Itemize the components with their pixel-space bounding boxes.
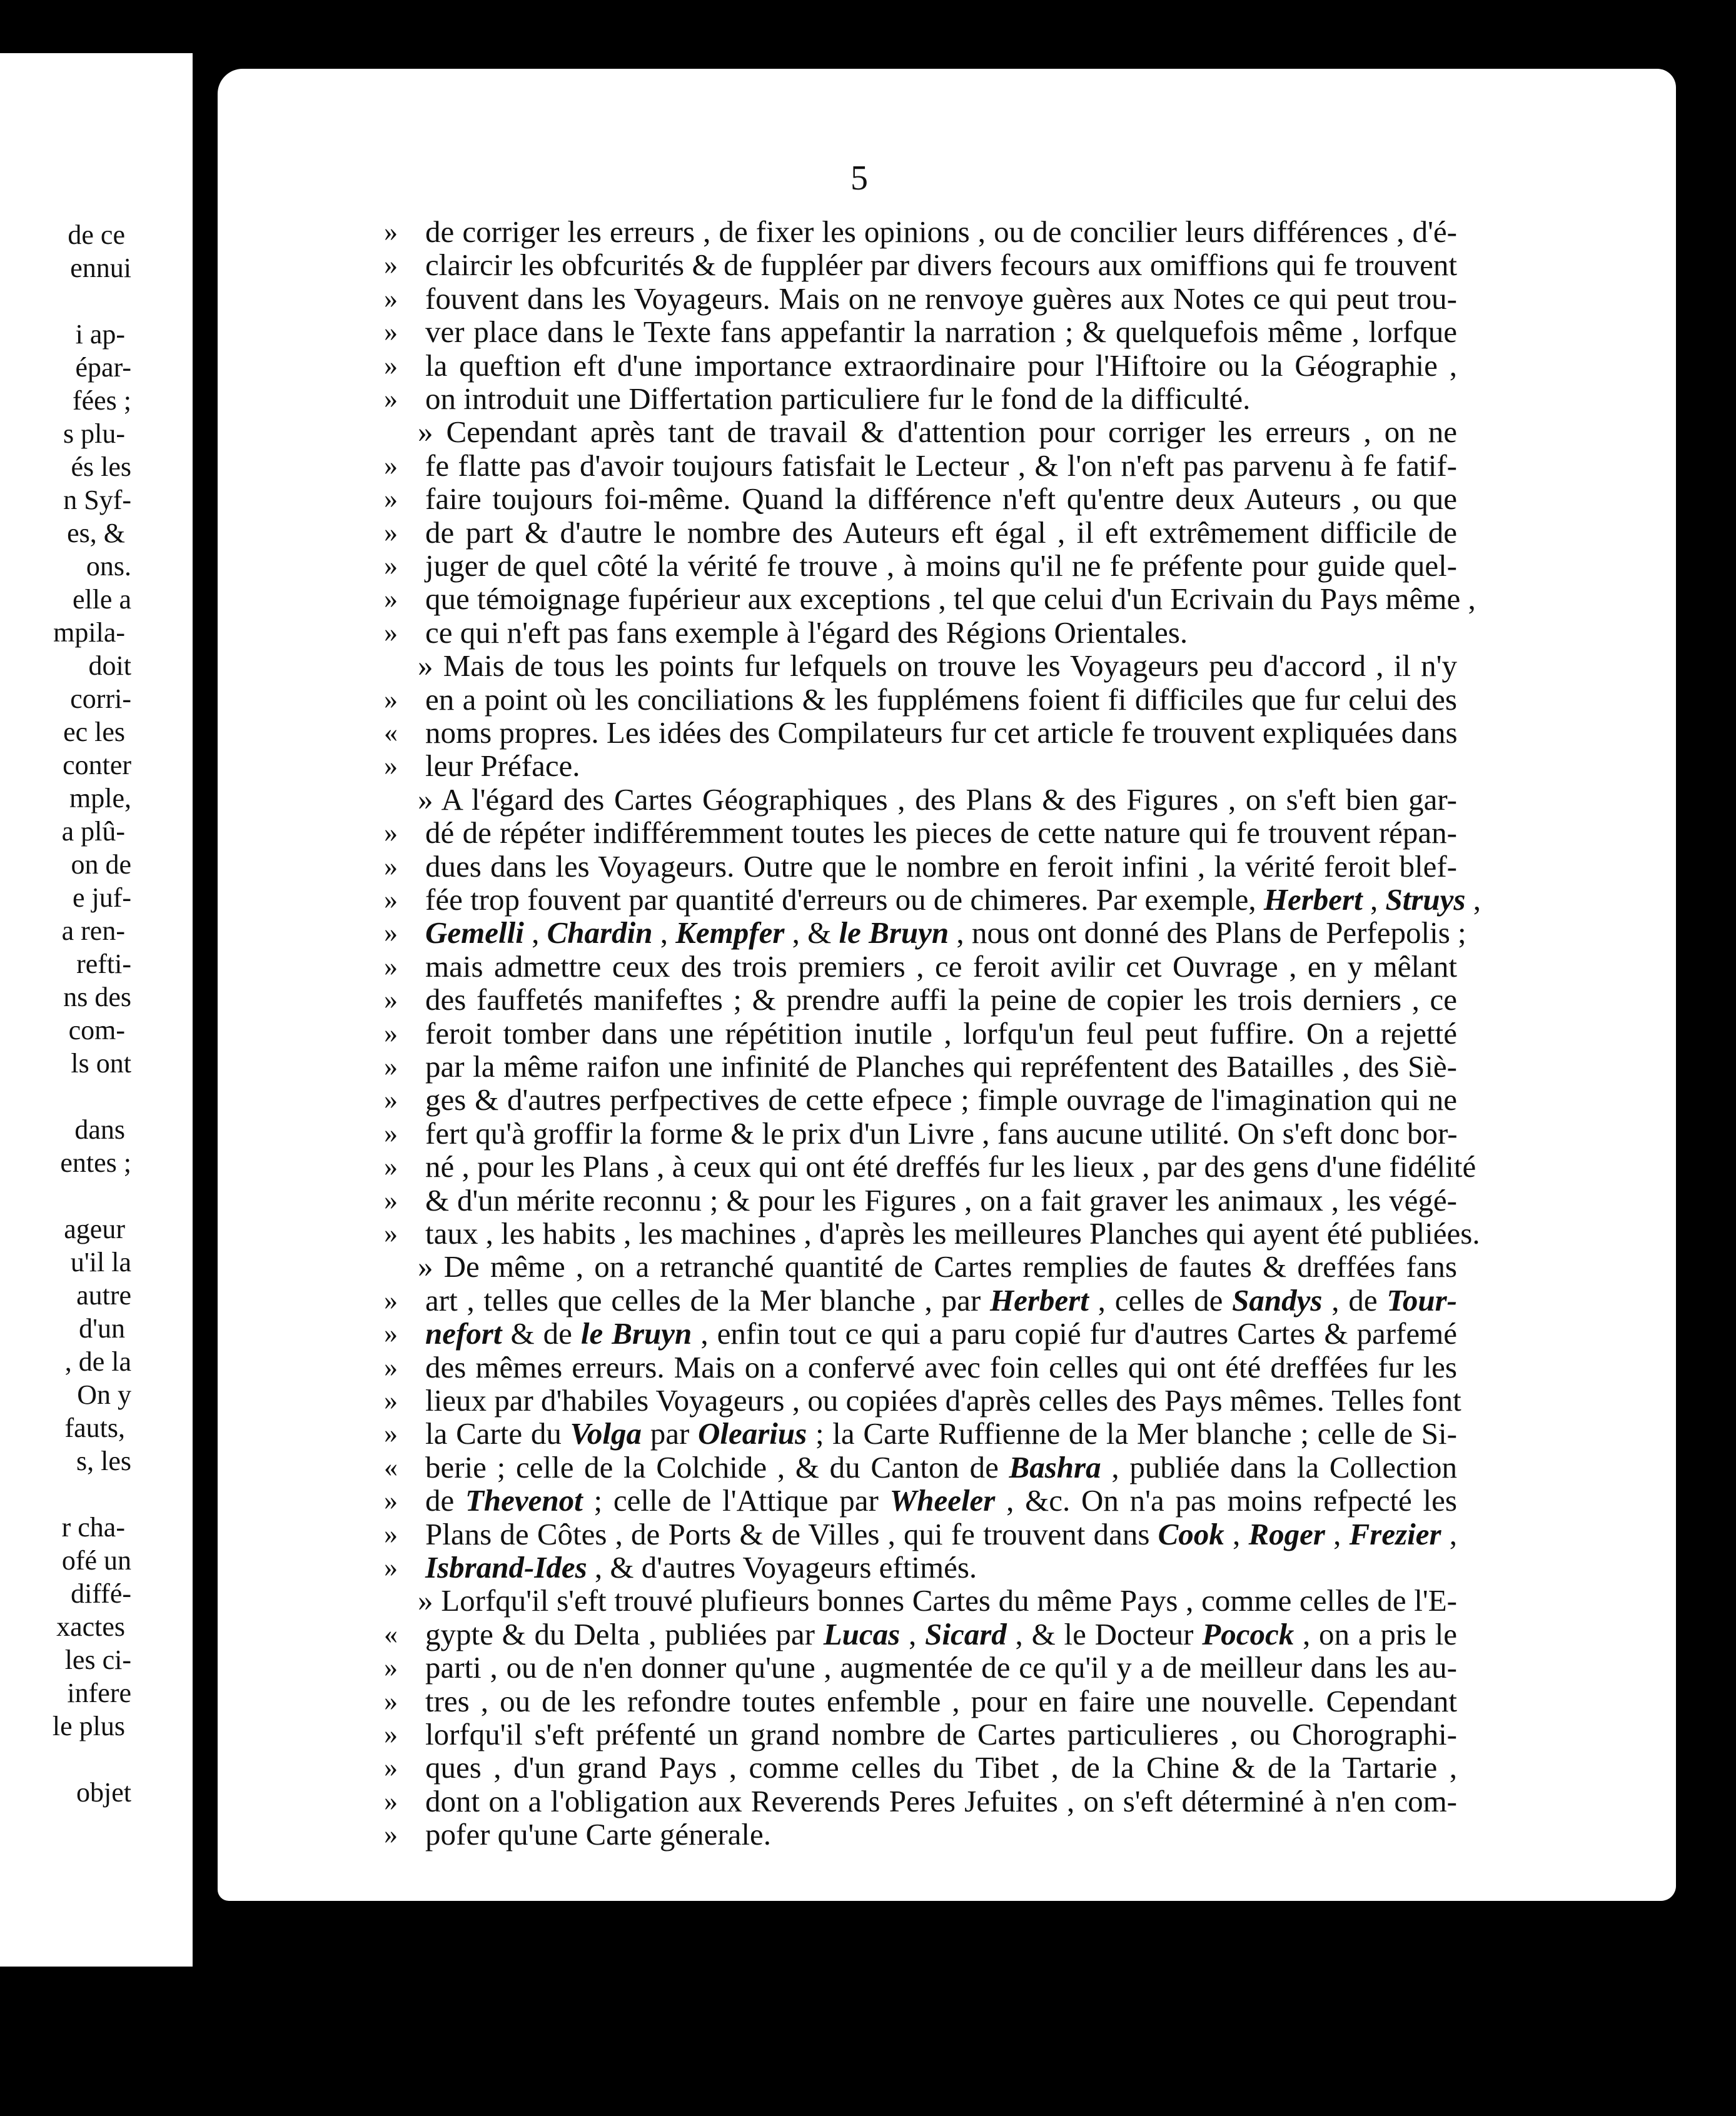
- quote-mark: »: [384, 1117, 398, 1149]
- text-line: Isbrand-Ides , & d'autres Voyageurs eftimés.: [425, 1550, 977, 1584]
- facing-page-fragment: épar-: [75, 352, 131, 383]
- facing-page-fragment: a ren-: [61, 915, 125, 946]
- text-line: par la même raifon une infinité de Planches qui repréfentent des Batailles , des Siè-: [425, 1049, 1457, 1084]
- quote-mark: »: [384, 1151, 398, 1182]
- quote-mark: »: [384, 483, 398, 515]
- quote-mark: »: [384, 450, 398, 481]
- quote-mark: »: [384, 216, 398, 247]
- text-line: » Cependant après tant de travail & d'attention pour corriger les erreurs , on ne: [418, 415, 1457, 450]
- text-line: gypte & du Delta , publiées par Lucas , Sicard , & le Docteur Pocock , on a pris le: [425, 1616, 1458, 1651]
- quote-mark: »: [384, 1284, 398, 1316]
- text-line: Plans de Côtes , de Ports & de Villes , qui fe trouvent dans Cook , Roger , Frezier ,: [425, 1516, 1458, 1551]
- text-line: mais admettre ceux des trois premiers , ce feroit avilir cet Ouvrage , en y mêlant: [425, 949, 1457, 984]
- facing-page-fragment: fées ;: [72, 385, 131, 416]
- facing-page-fragment: elle a: [72, 584, 131, 615]
- facing-page-fragment: conter: [63, 750, 131, 780]
- quote-mark: »: [384, 884, 398, 915]
- text-line: que témoignage fupérieur aux exceptions , tel que celui d'un Ecrivain du Pays même ,: [425, 582, 1476, 617]
- quote-mark: »: [384, 950, 398, 982]
- quote-mark: »: [384, 1318, 398, 1349]
- text-line: des fauffetés manifeftes ; & prendre auffi la peine de copier les trois derniers , ce: [425, 982, 1457, 1017]
- facing-page-fragment: fauts,: [64, 1413, 125, 1443]
- facing-page-fragment: d'un: [79, 1313, 125, 1344]
- quote-mark: »: [384, 1218, 398, 1249]
- facing-page-fragment: autre: [76, 1280, 131, 1311]
- quote-mark: »: [384, 1518, 398, 1549]
- facing-page-fragment: ageur: [64, 1214, 125, 1244]
- quote-mark: »: [384, 1017, 398, 1049]
- text-line: né , pour les Plans , à ceux qui ont été dreffés fur les lieux , par des gens d'une fidélité: [425, 1149, 1476, 1184]
- quote-mark: »: [384, 1418, 398, 1449]
- facing-page-fragment: e juf-: [72, 882, 131, 913]
- text-line: & d'un mérite reconnu ; & pour les Figures , on a fait graver les animaux , les végé-: [425, 1182, 1457, 1217]
- facing-page-fragment: ons.: [86, 551, 131, 582]
- facing-page-fragment: r cha-: [61, 1512, 125, 1543]
- facing-page-fragment: diffé-: [71, 1578, 131, 1609]
- text-line: tres , ou de les refondre toutes enfemble , pour en faire une nouvelle. Cependant: [425, 1683, 1457, 1718]
- text-line: des mêmes erreurs. Mais on a confervé avec foin celles qui ont été dreffées fur les: [425, 1349, 1457, 1384]
- facing-page-fragment: le plus: [52, 1711, 125, 1741]
- facing-page-fragment: infere: [67, 1678, 131, 1708]
- text-line: fe flatte pas d'avoir toujours fatisfait le Lecteur , & l'on n'eft pas parvenu à fe fatif-: [425, 448, 1457, 483]
- facing-page-fragment: u'il la: [70, 1247, 131, 1277]
- quote-mark: »: [384, 350, 398, 381]
- text-line: » Mais de tous les points fur lefquels on trouve les Voyageurs peu d'accord , il n'y: [418, 648, 1457, 683]
- quote-mark: »: [384, 1719, 398, 1750]
- quote-mark: »: [384, 750, 398, 782]
- text-line: dues dans les Voyageurs. Outre que le nombre en feroit infini , la vérité feroit blef-: [425, 849, 1457, 884]
- quote-mark: »: [384, 917, 398, 949]
- facing-page-edge: [0, 53, 193, 1967]
- facing-page-fragment: com-: [68, 1015, 125, 1045]
- quote-mark: »: [384, 516, 398, 548]
- quote-mark: »: [384, 1485, 398, 1516]
- ink-dot: [91, 1970, 102, 1981]
- facing-page-fragment: s, les: [76, 1446, 131, 1476]
- facing-page-fragment: mple,: [69, 783, 131, 814]
- text-line: Gemelli , Chardin , Kempfer , & le Bruyn , nous ont donné des Plans de Perfepolis ;: [425, 915, 1466, 950]
- quote-mark: »: [384, 550, 398, 581]
- facing-page-fragment: dans: [74, 1114, 125, 1145]
- facing-page-fragment: doit: [88, 650, 131, 681]
- quote-mark: »: [384, 1685, 398, 1716]
- text-line: on introduit une Differtation particuliere fur le fond de la difficulté.: [425, 381, 1251, 416]
- facing-page-fragment: objet: [76, 1777, 131, 1808]
- text-line: parti , ou de n'en donner qu'une , augmentée de ce qu'il y a de meilleur dans les au-: [425, 1650, 1457, 1685]
- quote-mark: »: [384, 1752, 398, 1783]
- quote-mark: »: [384, 850, 398, 882]
- facing-page-fragment: és les: [71, 451, 131, 482]
- facing-page-fragment: ec les: [63, 717, 125, 747]
- quote-mark: »: [384, 1652, 398, 1683]
- quote-mark: »: [384, 283, 398, 314]
- text-line: la Carte du Volga par Olearius ; la Carte Ruffienne de la Mer blanche ; celle de Si-: [425, 1416, 1457, 1451]
- text-line: noms propres. Les idées des Compilateurs fur cet article fe trouvent expliquées dans: [425, 715, 1458, 750]
- quote-mark: «: [384, 717, 398, 748]
- facing-page-fragment: refti-: [76, 949, 131, 979]
- quote-mark: »: [384, 683, 398, 715]
- page-number: 5: [850, 159, 868, 198]
- quote-mark: »: [384, 583, 398, 615]
- text-line: taux , les habits , les machines , d'après les meilleures Planches qui ayent été publiées.: [425, 1216, 1480, 1251]
- text-line: juger de quel côté la vérité fe trouve , à moins qu'il ne fe préfente pour guide quel-: [425, 548, 1457, 583]
- text-line: en a point où les conciliations & les fupplémens foient fi difficiles que fur celui des: [425, 682, 1457, 717]
- text-line: de part & d'autre le nombre des Auteurs eft égal , il eft extrêmement difficile de: [425, 515, 1457, 550]
- text-line: fée trop fouvent par quantité d'erreurs ou de chimeres. Par exemple, Herbert , Struys: [425, 882, 1466, 917]
- facing-page-fragment: ns des: [63, 982, 131, 1012]
- text-line: berie ; celle de la Colchide , & du Canton de Bashra , publiée dans la Collection: [425, 1449, 1457, 1484]
- facing-page-fragment: corri-: [70, 683, 131, 714]
- text-line: ques , d'un grand Pays , comme celles du Tibet , de la Chine & de la Tartarie ,: [425, 1750, 1457, 1785]
- quote-mark: »: [384, 617, 398, 648]
- quote-mark: »: [384, 1785, 398, 1816]
- facing-page-fragment: i ap-: [75, 319, 125, 350]
- quote-mark: »: [384, 1051, 398, 1082]
- text-line: ges & d'autres perfpectives de cette efpece ; fimple ouvrage de l'imagination qui ne: [425, 1082, 1457, 1117]
- text-line: ver place dans le Texte fans appefantir la narration ; & quelquefois même , lorfque: [425, 315, 1457, 350]
- text-line: fert qu'à groffir la forme & le prix d'un Livre , fans aucune utilité. On s'eft donc bor-: [425, 1116, 1458, 1151]
- facing-page-fragment: xactes: [56, 1611, 125, 1642]
- text-line: claircir les obfcurités & de fuppléer par divers fecours aux omiffions qui fe trouvent: [425, 248, 1457, 283]
- quote-mark: »: [384, 383, 398, 414]
- facing-page-fragment: ofé un: [61, 1545, 131, 1576]
- quote-mark: «: [384, 1451, 398, 1483]
- text-line: nefort & de le Bruyn , enfin tout ce qui a paru copié fur d'autres Cartes & parfemé: [425, 1316, 1457, 1351]
- quote-mark: «: [384, 1618, 398, 1650]
- facing-page-fragment: ennui: [70, 253, 131, 283]
- facing-page-fragment: , de la: [64, 1346, 131, 1377]
- quote-mark: »: [384, 316, 398, 348]
- facing-page-fragment: ls ont: [71, 1048, 131, 1079]
- text-line: leur Préface.: [425, 748, 580, 783]
- quote-mark: »: [384, 1184, 398, 1216]
- facing-page-fragment: s plu-: [63, 418, 125, 449]
- text-line: faire toujours foi-même. Quand la différence n'eft qu'entre deux Auteurs , ou que: [425, 481, 1457, 516]
- facing-page-fragment: on de: [71, 849, 131, 880]
- text-line: pofer qu'une Carte génerale.: [425, 1817, 771, 1852]
- text-line: lorfqu'il s'eft préfenté un grand nombre de Cartes particulieres , ou Chorographi-: [425, 1717, 1457, 1751]
- quote-mark: »: [384, 249, 398, 281]
- facing-page-fragment: es, &: [67, 518, 125, 548]
- text-line: » A l'égard des Cartes Géographiques , des Plans & des Figures , on s'eft bien gar-: [418, 782, 1457, 817]
- text-line: lieux par d'habiles Voyageurs , ou copiées d'après celles des Pays mêmes. Telles font: [425, 1383, 1461, 1418]
- facing-page-fragment: a plû-: [61, 816, 125, 847]
- quote-mark: »: [384, 1819, 398, 1850]
- text-line: dont on a l'obligation aux Reverends Peres Jefuites , on s'eft déterminé à n'en com-: [425, 1783, 1457, 1818]
- facing-page-fragment: de ce: [68, 219, 125, 250]
- quote-mark: »: [384, 1084, 398, 1116]
- quote-mark: »: [384, 817, 398, 849]
- facing-page-fragment: n Syf-: [63, 485, 131, 515]
- text-line: feroit tomber dans une répétition inutile , lorfqu'un feul peut fuffire. On a rejetté: [425, 1015, 1457, 1050]
- text-line: de Thevenot ; celle de l'Attique par Wheeler , &c. On n'a pas moins refpecté les: [425, 1483, 1457, 1518]
- text-line: de corriger les erreurs , de fixer les opinions , ou de concilier leurs différences , d'é-: [425, 214, 1457, 249]
- text-line: la queftion eft d'une importance extraordinaire pour l'Hiftoire ou la Géographie ,: [425, 348, 1457, 383]
- text-line: ce qui n'eft pas fans exemple à l'égard des Régions Orientales.: [425, 615, 1188, 650]
- quote-mark: »: [384, 1351, 398, 1383]
- quote-mark: »: [384, 984, 398, 1015]
- facing-page-fragment: On y: [77, 1379, 131, 1410]
- text-line: » De même , on a retranché quantité de Cartes remplies de fautes & dreffées fans: [418, 1249, 1457, 1284]
- quote-mark: »: [384, 1385, 398, 1416]
- facing-page-fragment: mpila-: [53, 617, 125, 648]
- text-line: dé de répéter indifféremment toutes les pieces de cette nature qui fe trouvent répan-: [425, 815, 1457, 850]
- text-line: » Lorfqu'il s'eft trouvé plufieurs bonnes Cartes du même Pays , comme celles de l'E-: [418, 1583, 1457, 1618]
- facing-page-fragment: entes ;: [60, 1147, 131, 1178]
- text-line: fouvent dans les Voyageurs. Mais on ne renvoye guères aux Notes ce qui peut trou-: [425, 281, 1457, 316]
- facing-page-fragment: les ci-: [64, 1645, 131, 1675]
- quote-mark: »: [384, 1552, 398, 1583]
- text-line: art , telles que celles de la Mer blanche , par Herbert , celles de Sandys , de Tour-: [425, 1282, 1457, 1317]
